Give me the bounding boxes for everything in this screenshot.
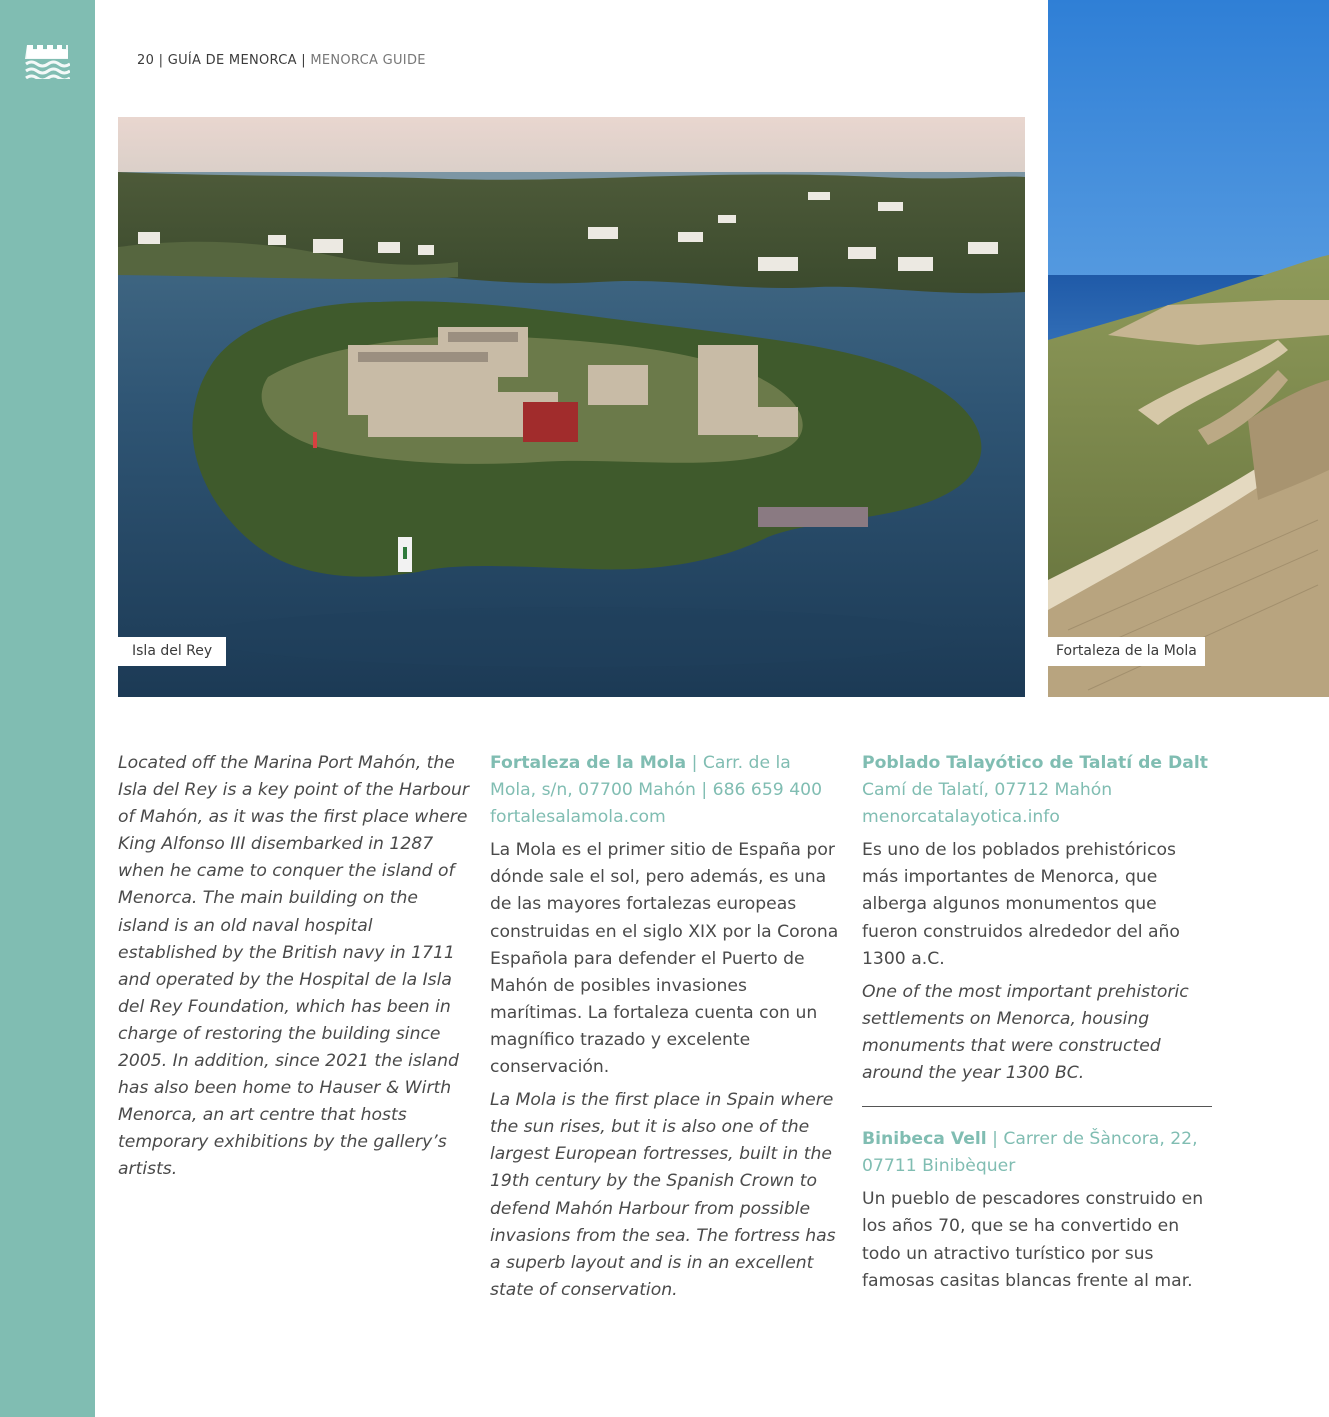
place-website-link[interactable]: menorcatalayotica.info (862, 807, 1060, 828)
photo-caption: Fortaleza de la Mola (1048, 637, 1205, 666)
body-text-es: Un pueblo de pescadores construido en los años 70, que se ha convertido en todo un atractivo turístico por sus famosas casitas blancas frente al mar. (862, 1189, 1204, 1291)
photo-caption: Isla del Rey (118, 637, 226, 666)
place-name: Fortaleza de la Mola (490, 753, 687, 773)
header-separator: | (158, 53, 164, 68)
guide-title-es: GUÍA DE MENORCA (167, 53, 297, 68)
place-website-link[interactable]: fortalesalamola.com (490, 807, 666, 828)
header-separator: | (301, 53, 306, 68)
section-divider (862, 1106, 1212, 1107)
guide-title-en: MENORCA GUIDE (310, 53, 426, 68)
body-text-en: Located off the Marina Port Mahón, the Isla del Rey is a key point of the Harbour of Mahón, as it was the first place where King Alfonso III disembarked in 1287 when he came to conquer the island of Menorca. The main building on the island is an old naval hospital established by the British navy in 1711 and operated by the Hospital de la Isla del Rey Foundation, which has been in charge of restoring the building since 2005. In addition, since 2021 the island has also been home to Hauser & Wirth Menorca, an art centre that hosts temporary exhibitions by the gallery’s artists. (118, 753, 469, 1180)
castle-waves-logo-icon (25, 43, 70, 79)
body-text-es: Es uno de los poblados prehistóricos más importantes de Menorca, que alberga algunos monumentos que fueron construidos alrededor del año 1300 a.C. (862, 840, 1180, 969)
fortaleza-de-la-mola-entry (490, 750, 840, 1304)
isla-del-rey-photo (118, 117, 1025, 697)
body-text-en: La Mola is the first place in Spain where the sun rises, but it is also one of the largest European fortresses, built in the 19th century by the Spanish Crown to defend Mahón Harbour from possible invasions from the sea. The fortress has a superb layout and is in an excellent state of conservation. (490, 1090, 836, 1300)
fortaleza-de-la-mola-photo (1048, 0, 1329, 697)
body-text-es: La Mola es el primer sitio de España por dónde sale el sol, pero además, es una de las mayores fortalezas europeas construidas en el siglo XIX por la Corona Española para defender el Puerto de Mahón de posibles invasiones marítimas. La fortaleza cuenta con un magnífico trazado y excelente conservación. (490, 840, 839, 1078)
place-address: Camí de Talatí, 07712 Mahón (862, 780, 1113, 801)
place-name: Binibeca Vell (862, 1129, 987, 1150)
right-column-entries (862, 750, 1212, 1295)
page-header (137, 53, 426, 68)
side-color-band (0, 0, 95, 1417)
page-number: 20 (137, 53, 155, 68)
isla-del-rey-description (118, 750, 470, 1184)
body-text-en: One of the most important prehistoric settlements on Menorca, housing monuments that were constructed around the year 1300 BC. (862, 981, 1189, 1084)
place-name: Poblado Talayótico de Talatí de Dalt (862, 753, 1209, 773)
place-address: | Carrer de Šàncora, 22, 07711 Binibèquer (862, 1129, 1198, 1177)
place-address: | Carr. de la Mola, s/n, 07700 Mahón | 686 659 400 (490, 753, 823, 801)
